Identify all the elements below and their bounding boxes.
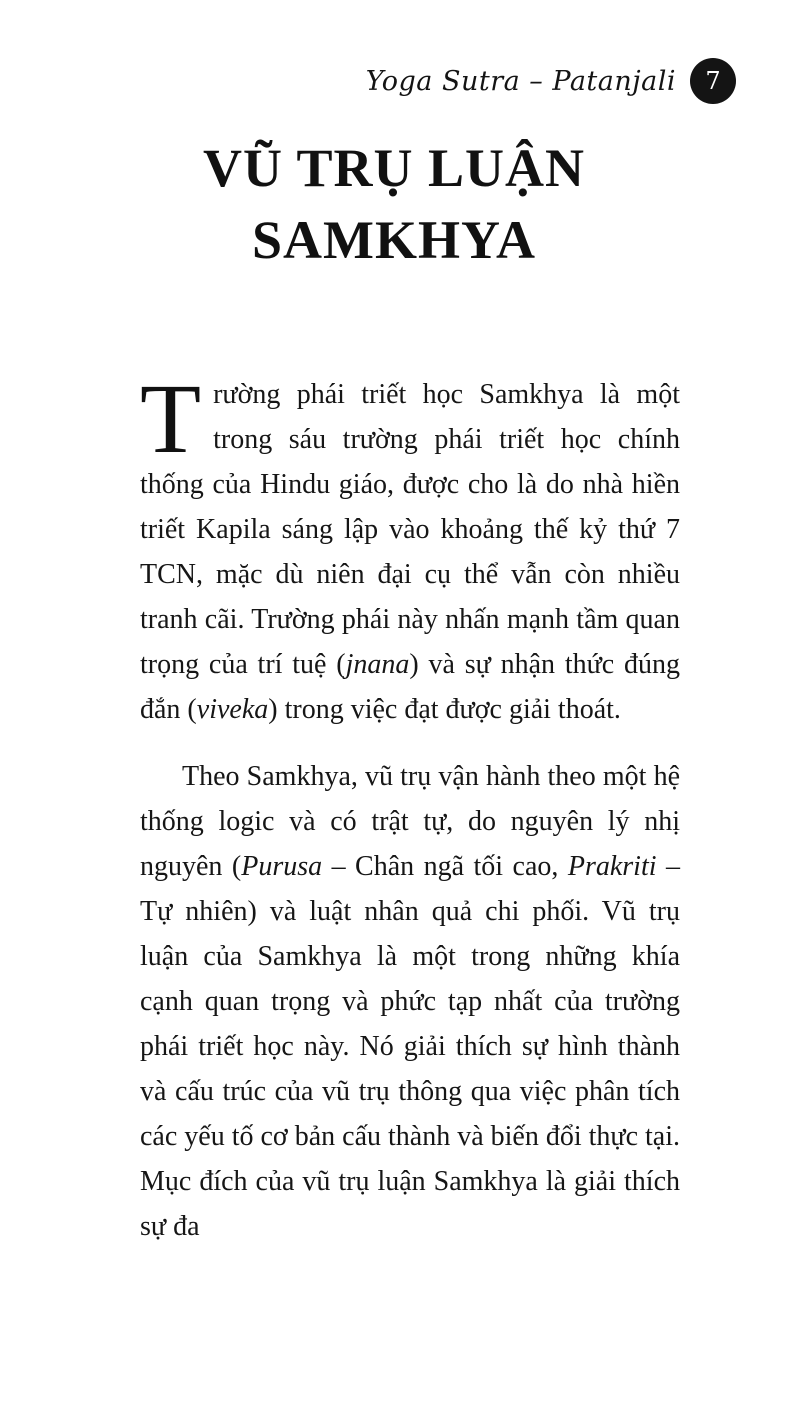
italic-term-prakriti: Prakriti <box>567 851 657 882</box>
paragraph-1 <box>140 363 680 732</box>
italic-term-viveka: viveka <box>196 694 269 725</box>
italic-term-purusa: Purusa <box>241 851 323 882</box>
paragraph-2-text: Theo Samkhya, vũ trụ vận hành theo một hệ thống logic và có trật tự, do nguyên lý nhị nguyên ( <box>140 761 680 882</box>
page-number-badge <box>690 58 736 104</box>
page-header <box>0 0 788 104</box>
paragraph-1-text: rường phái triết học Samkhya là một trong sáu trường phái triết học chính thống của Hindu giáo, được cho là do nhà hiền triết Kapila sáng lập vào khoảng thế kỷ thứ 7 TCN, mặc dù niên đại cụ thể vẫn còn nhiều tranh cãi. Trường phái này nhấn mạnh tầm quan trọng của trí tuệ ( <box>140 379 680 680</box>
chapter-title <box>0 132 788 276</box>
chapter-title-line1: VŨ TRỤ LUẬN <box>202 138 586 198</box>
dropcap-letter: T <box>140 363 202 474</box>
paragraph-2 <box>140 754 680 1249</box>
italic-term-jnana: jnana <box>345 649 410 680</box>
page-number: 7 <box>705 67 721 95</box>
paragraph-2-text-2: – Chân ngã tối cao, <box>322 851 568 882</box>
running-title: Yoga Sutra – Patanjali <box>365 65 676 97</box>
paragraph-1-text-2: ) và sự nhận thức đúng đắn ( <box>140 649 680 725</box>
paragraph-1-text-3: ) trong việc đạt được giải thoát. <box>268 694 621 725</box>
body-text <box>140 363 680 1249</box>
chapter-title-line2: SAMKHYA <box>251 210 537 270</box>
paragraph-2-text-3: – Tự nhiên) và luật nhân quả chi phối. Vũ trụ luận của Samkhya là một trong những khía cạnh quan trọng và phức tạp nhất của trường phái triết học này. Nó giải thích sự hình thành và cấu trúc của vũ trụ thông qua việc phân tích các yếu tố cơ bản cấu thành và biến đổi thực tại. Mục đích của vũ trụ luận Samkhya là giải thích sự đa <box>140 851 680 1242</box>
